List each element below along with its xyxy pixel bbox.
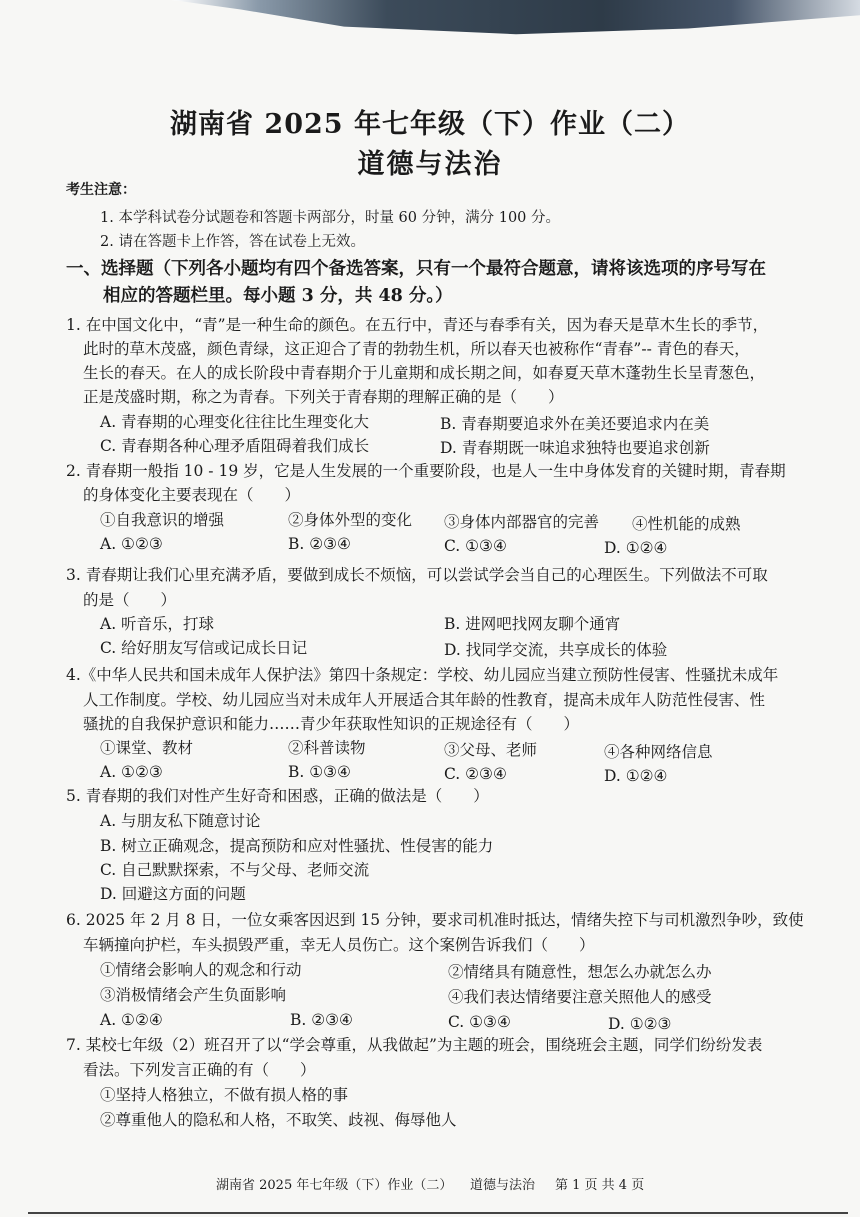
question-stem: 此时的草木茂盛，颜色青绿，这正迎合了青的勃勃生机，所以春天也被称作“青春”-- 青色的春天， <box>83 340 750 358</box>
option-a: A. 与朋友私下随意讨论 <box>100 812 261 830</box>
question-stem: 车辆撞向护栏，车头损毁严重，幸无人员伤亡。这个案例告诉我们（ ） <box>83 936 595 954</box>
option-d: D. 青春期既一味追求独特也要追求创新 <box>440 439 710 457</box>
option-b: B. 进网吧找网友聊个通宵 <box>444 615 621 633</box>
statement-1: ①坚持人格独立，不做有损人格的事 <box>100 1086 349 1104</box>
option-a: A. 青春期的心理变化往往比生理变化大 <box>100 413 370 431</box>
statement-3: ③消极情绪会产生负面影响 <box>100 986 287 1004</box>
question-stem: 的是（ ） <box>83 591 177 609</box>
section-heading: 一、选择题（下列各小题均有四个备选答案，只有一个最符合题意，请将该选项的序号写在 <box>66 259 766 279</box>
option-c: C. ①③④ <box>448 1013 511 1031</box>
bottom-rule <box>28 1212 848 1214</box>
option-a: A. ①②③ <box>100 535 163 553</box>
statement-1: ①情绪会影响人的观念和行动 <box>100 961 302 979</box>
option-c: C. 青春期各种心理矛盾阻碍着我们成长 <box>100 437 370 455</box>
statement-3: ③身体内部器官的完善 <box>444 513 600 531</box>
question-stem: 2. 青春期一般指 10 - 19 岁，它是人生发展的一个重要阶段，也是人一生中身体发育的关键时期，青春期 <box>66 462 786 480</box>
option-a: A. ①②④ <box>100 1011 163 1029</box>
option-d: D. 找同学交流，共享成长的体验 <box>444 641 668 659</box>
footer-subject: 道德与法治 <box>470 1178 536 1193</box>
option-b: B. 树立正确观念，提高预防和应对性骚扰、性侵害的能力 <box>100 837 494 855</box>
option-d: D. ①②④ <box>604 539 668 557</box>
question-stem: 4.《中华人民共和国未成年人保护法》第四十条规定：学校、幼儿园应当建立预防性侵害、性骚扰未成年 <box>66 666 779 684</box>
section-heading: 相应的答题栏里。每小题 3 分，共 48 分。） <box>103 286 453 306</box>
question-stem: 看法。下列发言正确的有（ ） <box>83 1061 316 1079</box>
exam-title: 湖南省 2025 年七年级（下）作业（二） <box>170 109 690 140</box>
question-stem: 骚扰的自我保护意识和能力……青少年获取性知识的正规途径有（ ） <box>83 715 580 733</box>
subject-title: 道德与法治 <box>357 149 503 180</box>
option-b: B. ②③④ <box>290 1011 353 1029</box>
statement-3: ③父母、老师 <box>444 741 538 759</box>
question-stem: 6. 2025 年 2 月 8 日，一位女乘客因迟到 15 分钟，要求司机准时抵达，情绪失控下与司机激烈争吵，致使 <box>66 911 804 929</box>
option-d: D. ①②③ <box>608 1015 672 1033</box>
statement-2: ②情绪具有随意性，想怎么办就怎么办 <box>448 963 712 981</box>
option-b: B. 青春期要追求外在美还要追求内在美 <box>440 415 710 433</box>
statement-2: ②尊重他人的隐私和人格，不取笑、歧视、侮辱他人 <box>100 1111 457 1129</box>
question-stem: 7. 某校七年级（2）班召开了以“学会尊重，从我做起”为主题的班会，围绕班会主题，同学们纷纷发表 <box>66 1036 763 1054</box>
statement-4: ④我们表达情绪要注意关照他人的感受 <box>448 988 712 1006</box>
question-stem: 生长的春天。在人的成长阶段中青春期介于儿童期和成长期之间，如春夏天草木蓬勃生长呈青葱色， <box>83 364 766 382</box>
option-c: C. 给好朋友写信或记成长日记 <box>100 639 308 657</box>
option-a: A. 听音乐，打球 <box>100 615 215 633</box>
question-stem: 正是茂盛时期，称之为青春。下列关于青春期的理解正确的是（ ） <box>83 388 564 406</box>
question-stem: 的身体变化主要表现在（ ） <box>83 486 301 504</box>
question-stem: 5. 青春期的我们对性产生好奇和困惑，正确的做法是（ ） <box>66 787 489 805</box>
footer-title: 湖南省 2025 年七年级（下）作业（二） <box>216 1178 453 1193</box>
question-stem: 3. 青春期让我们心里充满矛盾，要做到成长不烦恼，可以尝试学会当自己的心理医生。下列做法不可取 <box>66 566 768 584</box>
statement-4: ④各种网络信息 <box>604 743 713 761</box>
statement-1: ①自我意识的增强 <box>100 511 225 529</box>
option-b: B. ①③④ <box>288 763 351 781</box>
option-c: C. 自己默默探索，不与父母、老师交流 <box>100 861 370 879</box>
statement-1: ①课堂、教材 <box>100 739 194 757</box>
question-stem: 1. 在中国文化中，“青”是一种生命的颜色。在五行中，青还与春季有关，因为春天是草木生长的季节， <box>66 316 769 334</box>
statement-2: ②科普读物 <box>288 739 366 757</box>
notice-item: 2. 请在答题卡上作答，答在试卷上无效。 <box>100 234 365 250</box>
option-c: C. ②③④ <box>444 765 507 783</box>
notice-heading: 考生注意： <box>66 182 136 198</box>
option-d: D. ①②④ <box>604 767 668 785</box>
option-b: B. ②③④ <box>288 535 351 553</box>
page-number: 第 1 页 共 4 页 <box>555 1178 645 1193</box>
option-c: C. ①③④ <box>444 537 507 555</box>
question-stem: 人工作制度。学校、幼儿园应当对未成年人开展适合其年龄的性教育，提高未成年人防范性侵害、性 <box>83 691 766 709</box>
notice-item: 1. 本学科试卷分试题卷和答题卡两部分，时量 60 分钟，满分 100 分。 <box>100 210 561 226</box>
statement-4: ④性机能的成熟 <box>632 515 741 533</box>
option-d: D. 回避这方面的问题 <box>100 885 246 903</box>
option-a: A. ①②③ <box>100 763 163 781</box>
statement-2: ②身体外型的变化 <box>288 511 413 529</box>
